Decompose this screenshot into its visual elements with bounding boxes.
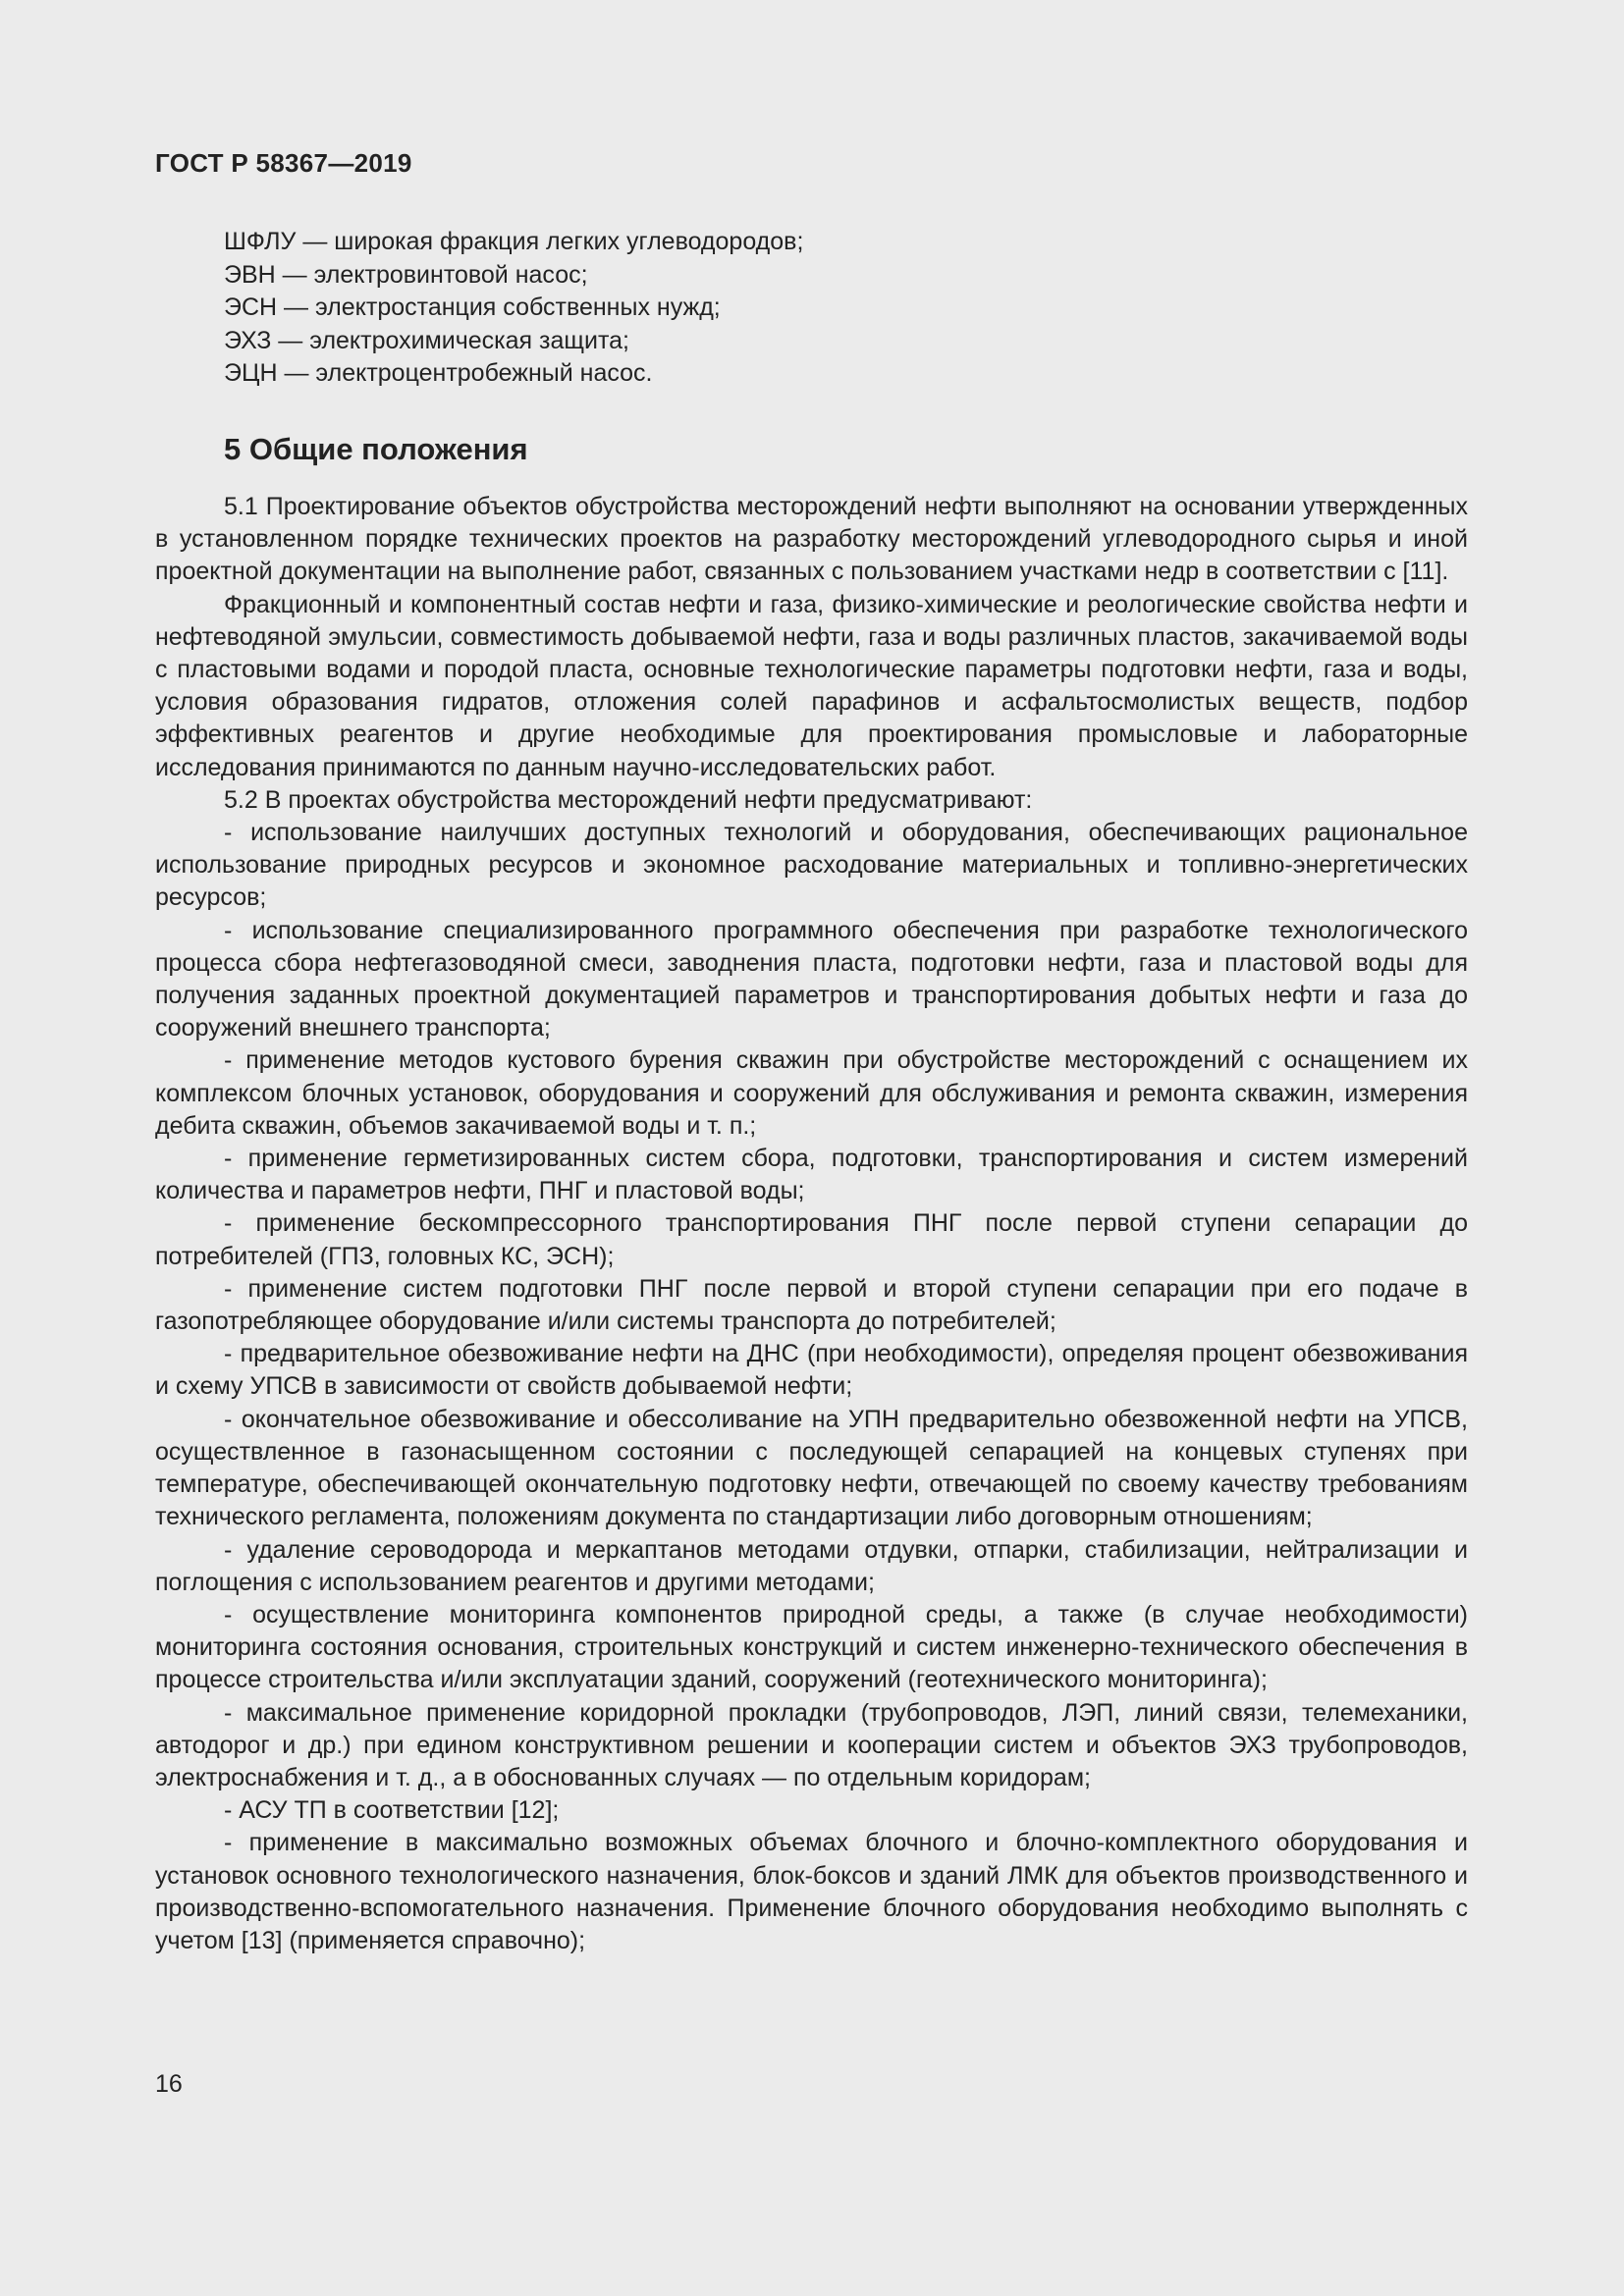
document-designation: ГОСТ Р 58367—2019 (155, 148, 412, 178)
list-item: - применение в максимально возможных объемах блочного и блочно-комплектного оборудования и установок основного технологического назначения, блок-боксов и зданий ЛМК для объектов производственного и производственно-вспомогательного назначения. Применение блочного оборудования необходимо выполнять с учетом [13] (применяется справочно); (155, 1829, 1468, 1954)
list-item: - применение герметизированных систем сбора, подготовки, транспортирования и систем измерений количества и параметров нефти, ПНГ и пластовой воды; (155, 1145, 1468, 1205)
abbreviation-item: ЭЦН — электроцентробежный насос. (224, 359, 653, 387)
paragraph: 5.2 В проектах обустройства месторождений нефти предусматривают: (224, 785, 1033, 814)
abbreviation-list (224, 226, 803, 391)
list-item: - использование специализированного программного обеспечения при разработке технологического процесса сбора нефтегазоводяной смеси, заводнения пласта, подготовки нефти, газа и пластовой воды для получения заданных проектной документацией параметров и транспортирования добытых нефти и газа до сооружений внешнего транспорта; (155, 916, 1468, 1042)
list-item: - применение бескомпрессорного транспортирования ПНГ после первой ступени сепарации до потребителей (ГПЗ, головных КС, ЭСН); (155, 1209, 1468, 1270)
abbreviation-item: ШФЛУ — широкая фракция легких углеводородов; (224, 228, 804, 255)
list-item: - предварительное обезвоживание нефти на ДНС (при необходимости), определяя процент обезвоживания и схему УПСВ в зависимости от свойств добываемой нефти; (155, 1340, 1468, 1401)
list-item: - применение систем подготовки ПНГ после первой и второй ступени сепарации при его подаче в газопотребляющее оборудование и/или системы транспорта до потребителей; (155, 1274, 1468, 1336)
list-item: - АСУ ТП в соответствии [12]; (224, 1796, 560, 1825)
section-heading: 5 Общие положения (224, 432, 528, 466)
paragraph: 5.1 Проектирование объектов обустройства месторождений нефти выполняют на основании утвержденных в установленном порядке технических проектов на разработку месторождений углеводородного сырья и иной проектной документации на выполнение работ, связанных с пользованием участками недр в соответствии с [11]. (155, 493, 1468, 586)
list-item: - максимальное применение коридорной прокладки (трубопроводов, ЛЭП, линий связи, телемеханики, автодорог и др.) при едином конструктивном решении и кооперации систем и объектов ЭХЗ трубопроводов, электроснабжения и т. д., а в обоснованных случаях — по отдельным коридорам; (155, 1698, 1468, 1791)
list-item: - осуществление мониторинга компонентов природной среды, а также (в случае необходимости) мониторинга состояния основания, строительных конструкций и систем инженерно-технического обеспечения в процессе строительства и/или эксплуатации зданий, сооружений (геотехнического мониторинга); (155, 1600, 1468, 1694)
abbreviation-item: ЭХЗ — электрохимическая защита; (224, 326, 629, 354)
list-item: - окончательное обезвоживание и обессоливание на УПН предварительно обезвоженной нефти на УПСВ, осуществленное в газонасыщенном состоянии с последующей сепарацией на концевых ступенях при температуре, обеспечивающей окончательную подготовку нефти, отвечающей по своему качеству требованиям технического регламента, положениям документа по стандартизации либо договорным отношениям; (155, 1405, 1468, 1531)
list-item: - применение методов кустового бурения скважин при обустройстве месторождений с оснащением их комплексом блочных установок, оборудования и сооружений для обслуживания и ремонта скважин, измерения дебита скважин, объемов закачиваемой воды и т. п.; (155, 1046, 1468, 1140)
list-item: - удаление сероводорода и меркаптанов методами отдувки, отпарки, стабилизации, нейтрализации и поглощения с использованием реагентов и другими методами; (155, 1535, 1468, 1596)
abbreviation-item: ЭВН — электровинтовой насос; (224, 260, 588, 289)
list-item: - использование наилучших доступных технологий и оборудования, обеспечивающих рациональное использование природных ресурсов и экономное расходование материальных и топливно-энергетических ресурсов; (155, 819, 1468, 912)
abbreviation-item: ЭСН — электростанция собственных нужд; (224, 294, 721, 321)
paragraph: Фракционный и компонентный состав нефти и газа, физико-химические и реологические свойства нефти и нефтеводяной эмульсии, совместимость добываемой нефти, газа и воды различных пластов, закачиваемой воды с пластовыми водами и породой пласта, основные технологические параметры подготовки нефти, газа и воды, условия образования гидратов, отложения солей парафинов и асфальтосмолистых веществ, подбор эффективных реагентов и другие необходимые для проектирования промысловые и лабораторные исследования принимаются по данным научно-исследовательских работ. (155, 590, 1468, 781)
page-number: 16 (155, 2070, 183, 2098)
section-body (155, 491, 1468, 1957)
